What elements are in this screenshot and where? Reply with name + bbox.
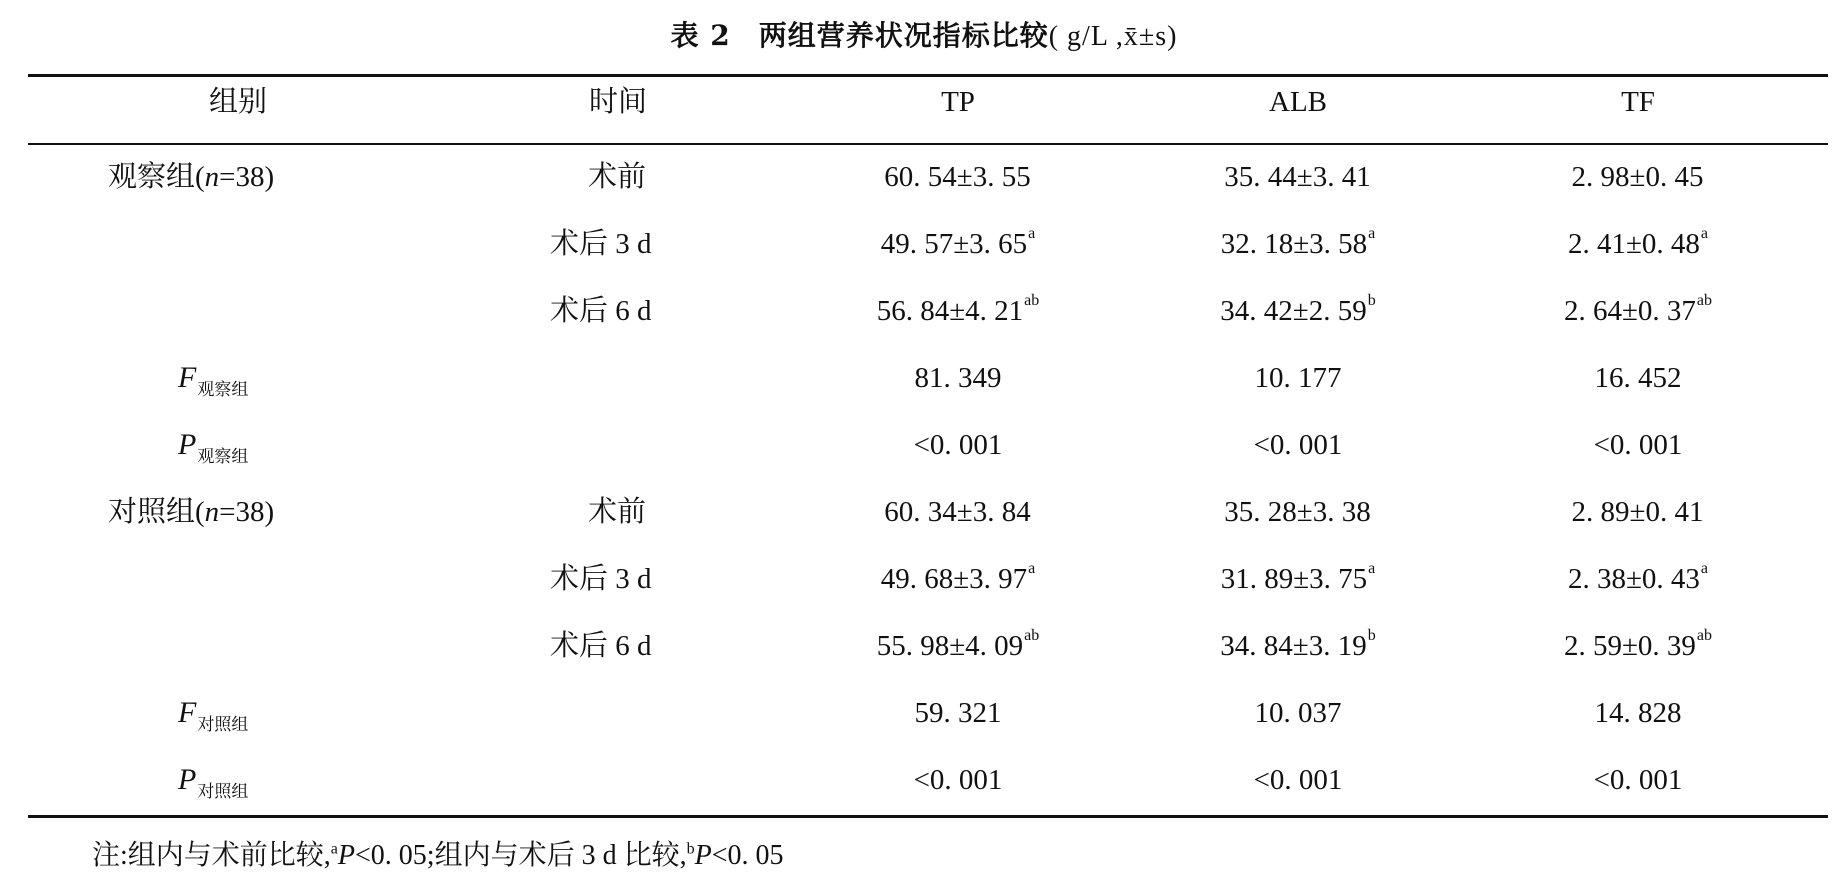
table-caption [0, 14, 1848, 54]
tp-cell: 49. 68±3. 97$^a$ [880, 560, 1036, 595]
time-cell: 术后 6 d [550, 630, 652, 662]
time-cell: 术前 [588, 161, 647, 193]
time-cell: 术后 3 d [550, 563, 652, 595]
tf-cell: 2. 98±0. 45 [1571, 161, 1704, 193]
f-value-tp: 81. 349 [914, 362, 1002, 394]
f-value-alb: 10. 037 [1254, 697, 1342, 729]
p-value-tp: <0. 001 [913, 764, 1003, 796]
table-footnote: 注:组内与术前比较,$^a$P<0. 05;组内与术后 3 d 比较,$^b$P<0. 05 [92, 840, 784, 871]
alb-cell: 34. 84±3. 19$^b$ [1220, 627, 1376, 662]
table-row-p-control [28, 760, 1828, 800]
f-value-tf: 16. 452 [1594, 362, 1682, 394]
f-value-tp: 59. 321 [914, 697, 1002, 729]
p-value-alb: <0. 001 [1253, 429, 1343, 461]
tf-cell: 2. 64±0. $37^{ab}$ [1563, 292, 1713, 327]
table-row [28, 224, 1828, 264]
table-number: 表 2 [670, 19, 731, 52]
f-value-alb: 10. 177 [1254, 362, 1342, 394]
table-row-f-observation [28, 358, 1828, 398]
f-stat-label: $F_{观察组}$ [178, 361, 249, 399]
header-tf: TF [1621, 86, 1655, 118]
time-cell: 术后 3 d [550, 228, 652, 260]
header-tp: TP [941, 86, 975, 118]
tp-cell: 49. 57±3. 65$^a$ [880, 225, 1036, 260]
tp-cell: 60. 54±3. 55 [884, 161, 1031, 193]
table-row [28, 559, 1828, 599]
group-label-control: 对照组(n=38) [108, 496, 275, 528]
tp-cell: 55. 98±4. $09^{ab}$ [876, 627, 1040, 662]
table-unit: ( g/L ,x̄±s) [1048, 21, 1178, 52]
table-row [28, 492, 1828, 532]
alb-cell: 35. 44±3. 41 [1224, 161, 1371, 193]
table-title: 两组营养状况指标比较 [758, 19, 1049, 52]
tf-cell: 2. 41±0. 48$^a$ [1567, 225, 1709, 260]
p-stat-label: $P_{观察组}$ [178, 428, 249, 466]
tf-cell: 2. 59±0. $39^{ab}$ [1563, 627, 1713, 662]
table-row-f-control [28, 693, 1828, 733]
bottom-rule [28, 815, 1828, 818]
header-alb: ALB [1269, 86, 1327, 118]
f-stat-label: $F_{对照组}$ [178, 696, 249, 734]
p-value-tf: <0. 001 [1593, 429, 1683, 461]
table-row [28, 626, 1828, 666]
tp-cell: 60. 34±3. 84 [884, 496, 1031, 528]
p-value-tp: <0. 001 [913, 429, 1003, 461]
table-row [28, 157, 1828, 197]
top-rule [28, 74, 1828, 77]
time-cell: 术后 6 d [550, 295, 652, 327]
alb-cell: 32. 18±3. 58$^a$ [1220, 225, 1376, 260]
group-label-observation: 观察组(n=38) [108, 161, 275, 193]
header-group: 组别 [208, 86, 267, 118]
table-row [28, 291, 1828, 331]
alb-cell: 31. 89±3. 75$^a$ [1220, 560, 1376, 595]
header-rule [28, 143, 1828, 145]
p-value-alb: <0. 001 [1253, 764, 1343, 796]
tf-cell: 2. 38±0. 43$^a$ [1567, 560, 1709, 595]
table-header-row [28, 82, 1828, 122]
tp-cell: 56. 84±4. $21^{ab}$ [876, 292, 1040, 327]
p-stat-label: $P_{对照组}$ [178, 763, 249, 801]
f-value-tf: 14. 828 [1594, 697, 1682, 729]
alb-cell: 35. 28±3. 38 [1224, 496, 1371, 528]
tf-cell: 2. 89±0. 41 [1571, 496, 1704, 528]
header-time: 时间 [588, 86, 647, 118]
time-cell: 术前 [588, 496, 647, 528]
p-value-tf: <0. 001 [1593, 764, 1683, 796]
table-row-p-observation [28, 425, 1828, 465]
alb-cell: 34. 42±2. 59$^b$ [1220, 292, 1376, 327]
